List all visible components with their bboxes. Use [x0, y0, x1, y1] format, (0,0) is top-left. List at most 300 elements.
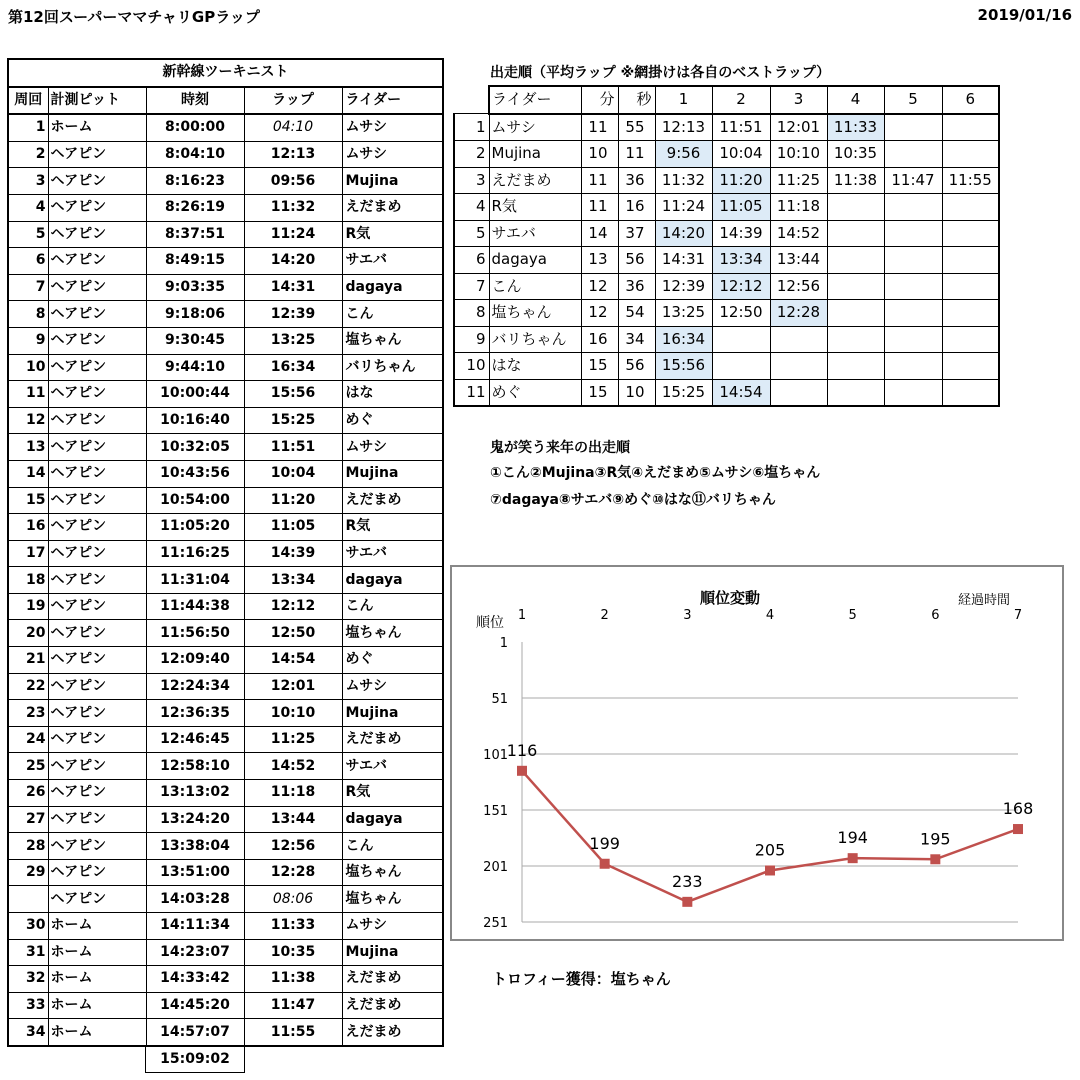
lap-time: 10:10 [244, 700, 342, 727]
lap-cell [942, 353, 999, 380]
lap-cell: 16:34 [655, 326, 712, 353]
lap-cell [884, 273, 942, 300]
pit: ホーム [48, 913, 146, 940]
rider: サエバ [342, 248, 443, 275]
pit: ヘアピン [48, 833, 146, 860]
lap-number: 7 [8, 274, 48, 301]
pit: ヘアピン [48, 407, 146, 434]
lap-cell [770, 379, 827, 406]
data-label: 205 [754, 840, 786, 860]
y-tick-label: 251 [483, 916, 508, 931]
time: 10:16:40 [146, 407, 244, 434]
col-header-lap-no: 周回 [8, 87, 48, 115]
document-date: 2019/01/16 [977, 6, 1072, 24]
col-header-pit: 計測ピット [48, 87, 146, 115]
rider: えだまめ [342, 1019, 443, 1046]
rider: R気 [342, 514, 443, 541]
lap-time: 12:39 [244, 301, 342, 328]
pit: ヘアピン [48, 859, 146, 886]
table-row [8, 992, 443, 1019]
table-row [8, 939, 443, 966]
avg-minutes: 13 [581, 247, 618, 274]
rider: こん [342, 833, 443, 860]
data-point [930, 854, 940, 864]
y-tick-label: 101 [483, 748, 508, 763]
lap-number: 20 [8, 620, 48, 647]
time: 8:04:10 [146, 141, 244, 168]
pit: ヘアピン [48, 460, 146, 487]
avg-seconds: 10 [618, 379, 655, 406]
rider: R気 [342, 780, 443, 807]
lap-cell [884, 141, 942, 168]
time: 12:24:34 [146, 673, 244, 700]
rider-name: R気 [489, 194, 581, 221]
time: 8:16:23 [146, 168, 244, 195]
lap-time: 16:34 [244, 354, 342, 381]
lap-cell: 12:50 [712, 300, 770, 327]
rider: 塩ちゃん [342, 859, 443, 886]
time: 11:31:04 [146, 567, 244, 594]
lap-number: 33 [8, 992, 48, 1019]
chart-x-axis-label: 経過時間 [957, 593, 1011, 608]
lap-number: 26 [8, 780, 48, 807]
avg-seconds: 37 [618, 220, 655, 247]
lap-time: 12:12 [244, 593, 342, 620]
time: 10:32:05 [146, 434, 244, 461]
table-row [8, 780, 443, 807]
table-row [8, 700, 443, 727]
table-row [8, 567, 443, 594]
lap-time: 11:32 [244, 194, 342, 221]
time: 13:13:02 [146, 780, 244, 807]
data-point [1013, 824, 1023, 834]
lap-time: 10:35 [244, 939, 342, 966]
rider: ムサシ [342, 913, 443, 940]
pit: ヘアピン [48, 221, 146, 248]
lap-number: 19 [8, 593, 48, 620]
order-number: 8 [454, 300, 489, 327]
order-number: 3 [454, 167, 489, 194]
time: 14:23:07 [146, 939, 244, 966]
table-row [454, 220, 999, 247]
lap-number: 22 [8, 673, 48, 700]
pit: ヘアピン [48, 540, 146, 567]
lap-cell [712, 326, 770, 353]
pit: ヘアピン [48, 567, 146, 594]
rider-name: ムサシ [489, 114, 581, 141]
time: 8:26:19 [146, 194, 244, 221]
data-point [682, 897, 692, 907]
table-row [8, 301, 443, 328]
lap-time: 11:24 [244, 221, 342, 248]
lap-cell: 12:56 [770, 273, 827, 300]
table-row [454, 300, 999, 327]
lap-cell: 11:25 [770, 167, 827, 194]
lap-time: 14:52 [244, 753, 342, 780]
time: 11:44:38 [146, 593, 244, 620]
trophy-winner: トロフィー獲得：塩ちゃん [492, 970, 671, 988]
table-row [454, 379, 999, 406]
col-header-lap-6: 6 [942, 86, 999, 114]
avg-seconds: 56 [618, 247, 655, 274]
time: 10:00:44 [146, 381, 244, 408]
pit: ヘアピン [48, 726, 146, 753]
lap-cell: 14:54 [712, 379, 770, 406]
avg-minutes: 12 [581, 273, 618, 300]
lap-time: 12:13 [244, 141, 342, 168]
rank-change-chart [450, 565, 1064, 941]
pit: ヘアピン [48, 274, 146, 301]
y-tick-label: 51 [491, 692, 508, 707]
table-row [8, 966, 443, 993]
rider: サエバ [342, 753, 443, 780]
lap-number: 1 [8, 114, 48, 141]
avg-seconds: 36 [618, 273, 655, 300]
rider-name: めぐ [489, 379, 581, 406]
lap-number: 12 [8, 407, 48, 434]
lap-number: 11 [8, 381, 48, 408]
pit-lap-table [7, 58, 444, 1047]
lap-time: 14:54 [244, 647, 342, 674]
pit: ヘアピン [48, 780, 146, 807]
lap-time: 14:39 [244, 540, 342, 567]
avg-minutes: 11 [581, 194, 618, 221]
lap-cell: 11:05 [712, 194, 770, 221]
lap-cell: 10:35 [827, 141, 884, 168]
table-row [454, 326, 999, 353]
col-header-min: 分 [581, 86, 618, 114]
rider-name: dagaya [489, 247, 581, 274]
lap-cell [827, 300, 884, 327]
rider: こん [342, 301, 443, 328]
lap-number: 30 [8, 913, 48, 940]
rider-order-table [453, 85, 1000, 407]
lap-cell [712, 353, 770, 380]
pit: ホーム [48, 992, 146, 1019]
lap-cell [827, 247, 884, 274]
order-number: 9 [454, 326, 489, 353]
table-row [8, 593, 443, 620]
lap-time: 12:50 [244, 620, 342, 647]
lap-time: 12:56 [244, 833, 342, 860]
lap-time: 14:20 [244, 248, 342, 275]
pit: ヘアピン [48, 673, 146, 700]
lap-time: 11:38 [244, 966, 342, 993]
pit: ホーム [48, 114, 146, 141]
table-row [8, 913, 443, 940]
rider-name: はな [489, 353, 581, 380]
lap-time: 09:56 [244, 168, 342, 195]
rider: 塩ちゃん [342, 327, 443, 354]
rider: サエバ [342, 540, 443, 567]
lap-time: 04:10 [244, 114, 342, 141]
rider: R気 [342, 221, 443, 248]
time: 9:18:06 [146, 301, 244, 328]
rider: めぐ [342, 407, 443, 434]
pit: ヘアピン [48, 487, 146, 514]
x-tick-label: 1 [517, 608, 527, 623]
table-row [8, 434, 443, 461]
x-tick-label: 3 [683, 608, 692, 623]
time: 9:30:45 [146, 327, 244, 354]
time: 11:05:20 [146, 514, 244, 541]
rider-name: バリちゃん [489, 326, 581, 353]
lap-cell: 11:20 [712, 167, 770, 194]
time: 12:09:40 [146, 647, 244, 674]
col-header-rider: ライダー [489, 86, 581, 114]
table-row [8, 407, 443, 434]
lap-cell [770, 353, 827, 380]
lap-cell [827, 326, 884, 353]
time: 14:45:20 [146, 992, 244, 1019]
lap-time: 15:25 [244, 407, 342, 434]
pit: ヘアピン [48, 434, 146, 461]
time: 13:38:04 [146, 833, 244, 860]
lap-number: 24 [8, 726, 48, 753]
lap-cell [884, 220, 942, 247]
lap-cell: 12:39 [655, 273, 712, 300]
lap-cell [942, 300, 999, 327]
team-name: 新幹線ツーキニスト [8, 59, 443, 87]
avg-minutes: 12 [581, 300, 618, 327]
rider: Mujina [342, 939, 443, 966]
time: 8:49:15 [146, 248, 244, 275]
lap-cell: 13:25 [655, 300, 712, 327]
rider: えだまめ [342, 992, 443, 1019]
lap-cell [884, 114, 942, 141]
lap-time: 11:18 [244, 780, 342, 807]
pit: ヘアピン [48, 647, 146, 674]
lap-cell: 11:18 [770, 194, 827, 221]
time: 10:54:00 [146, 487, 244, 514]
lap-number: 25 [8, 753, 48, 780]
data-label: 195 [920, 829, 951, 849]
rider: えだまめ [342, 487, 443, 514]
table-row [8, 726, 443, 753]
x-tick-label: 7 [1013, 608, 1023, 623]
lap-number: 3 [8, 168, 48, 195]
table-row [454, 353, 999, 380]
data-point [765, 865, 775, 875]
rider: はな [342, 381, 443, 408]
avg-minutes: 14 [581, 220, 618, 247]
lap-cell [827, 273, 884, 300]
rider: dagaya [342, 567, 443, 594]
lap-cell: 13:44 [770, 247, 827, 274]
rider: えだまめ [342, 194, 443, 221]
rider: えだまめ [342, 726, 443, 753]
lap-time: 11:51 [244, 434, 342, 461]
pit: ヘアピン [48, 194, 146, 221]
order-number: 10 [454, 353, 489, 380]
rider: ムサシ [342, 114, 443, 141]
lap-cell: 14:52 [770, 220, 827, 247]
rider: 塩ちゃん [342, 620, 443, 647]
lap-time: 11:33 [244, 913, 342, 940]
order-number: 7 [454, 273, 489, 300]
pit: ヘアピン [48, 141, 146, 168]
data-label: 116 [506, 740, 538, 760]
table-row [8, 327, 443, 354]
table-row [8, 886, 443, 913]
pit: ヘアピン [48, 248, 146, 275]
x-tick-label: 6 [931, 608, 940, 623]
lap-cell [827, 220, 884, 247]
col-header-time: 時刻 [146, 87, 244, 115]
table-row [454, 273, 999, 300]
data-point [848, 853, 858, 863]
final-time: 15:09:02 [145, 1046, 245, 1073]
avg-minutes: 16 [581, 326, 618, 353]
lap-time: 11:55 [244, 1019, 342, 1046]
lap-cell [942, 194, 999, 221]
avg-seconds: 11 [618, 141, 655, 168]
chart-title: 順位変動 [699, 589, 761, 607]
rider-name: 塩ちゃん [489, 300, 581, 327]
rider: えだまめ [342, 966, 443, 993]
lap-number [8, 886, 48, 913]
lap-cell [884, 247, 942, 274]
lap-cell: 11:33 [827, 114, 884, 141]
lap-number: 18 [8, 567, 48, 594]
lap-cell: 12:01 [770, 114, 827, 141]
lap-cell [942, 273, 999, 300]
time: 14:33:42 [146, 966, 244, 993]
lap-cell: 14:39 [712, 220, 770, 247]
pit: ヘアピン [48, 593, 146, 620]
pit: ヘアピン [48, 381, 146, 408]
table-row [8, 194, 443, 221]
rider: Mujina [342, 700, 443, 727]
col-header-rider: ライダー [342, 87, 443, 115]
lap-number: 16 [8, 514, 48, 541]
rider: 塩ちゃん [342, 886, 443, 913]
table-row [8, 114, 443, 141]
lap-cell [827, 353, 884, 380]
lap-number: 6 [8, 248, 48, 275]
rider: こん [342, 593, 443, 620]
lap-number: 23 [8, 700, 48, 727]
lap-time: 11:05 [244, 514, 342, 541]
lap-time: 11:47 [244, 992, 342, 1019]
lap-cell [942, 379, 999, 406]
lap-number: 34 [8, 1019, 48, 1046]
col-header-lap: ラップ [244, 87, 342, 115]
lap-cell [884, 353, 942, 380]
time: 9:44:10 [146, 354, 244, 381]
lap-number: 13 [8, 434, 48, 461]
lap-cell [884, 326, 942, 353]
avg-minutes: 11 [581, 167, 618, 194]
lap-number: 14 [8, 460, 48, 487]
lap-number: 5 [8, 221, 48, 248]
lap-cell: 10:04 [712, 141, 770, 168]
pit: ホーム [48, 966, 146, 993]
table-row [8, 168, 443, 195]
lap-time: 11:20 [244, 487, 342, 514]
avg-minutes: 11 [581, 114, 618, 141]
pit: ヘアピン [48, 886, 146, 913]
lap-cell: 11:24 [655, 194, 712, 221]
col-header-sec: 秒 [618, 86, 655, 114]
lap-time: 15:56 [244, 381, 342, 408]
pit: ヘアピン [48, 327, 146, 354]
lap-number: 4 [8, 194, 48, 221]
x-tick-label: 5 [848, 608, 857, 623]
table-row [454, 194, 999, 221]
rider: ムサシ [342, 434, 443, 461]
rider: バリちゃん [342, 354, 443, 381]
lap-cell [884, 194, 942, 221]
table-row [8, 1019, 443, 1046]
lap-cell: 11:51 [712, 114, 770, 141]
order-number: 4 [454, 194, 489, 221]
pit: ヘアピン [48, 168, 146, 195]
col-header-lap-1: 1 [655, 86, 712, 114]
order-number: 2 [454, 141, 489, 168]
table-row [8, 514, 443, 541]
rank-chart-svg [452, 567, 1062, 939]
lap-time: 08:06 [244, 886, 342, 913]
rider: dagaya [342, 274, 443, 301]
rider: ムサシ [342, 141, 443, 168]
data-label: 168 [1002, 799, 1034, 819]
data-label: 233 [672, 871, 703, 891]
time: 14:11:34 [146, 913, 244, 940]
lap-cell: 10:10 [770, 141, 827, 168]
time: 8:37:51 [146, 221, 244, 248]
lap-cell: 15:25 [655, 379, 712, 406]
data-point [517, 766, 527, 776]
time: 8:00:00 [146, 114, 244, 141]
rider-name: Mujina [489, 141, 581, 168]
time: 11:56:50 [146, 620, 244, 647]
avg-minutes: 10 [581, 141, 618, 168]
lap-time: 13:34 [244, 567, 342, 594]
time: 11:16:25 [146, 540, 244, 567]
rider: Mujina [342, 168, 443, 195]
lap-cell: 11:32 [655, 167, 712, 194]
table-row [8, 647, 443, 674]
lap-cell [884, 300, 942, 327]
lap-cell: 12:28 [770, 300, 827, 327]
lap-number: 27 [8, 806, 48, 833]
table-row [454, 247, 999, 274]
order-number: 1 [454, 114, 489, 141]
time: 10:43:56 [146, 460, 244, 487]
table-row [8, 806, 443, 833]
y-tick-label: 1 [499, 636, 508, 651]
pit: ホーム [48, 1019, 146, 1046]
lap-cell: 14:31 [655, 247, 712, 274]
time: 14:03:28 [146, 886, 244, 913]
lap-cell [942, 326, 999, 353]
lap-cell [942, 220, 999, 247]
x-tick-label: 2 [600, 608, 609, 623]
lap-cell [942, 114, 999, 141]
lap-number: 32 [8, 966, 48, 993]
lap-number: 31 [8, 939, 48, 966]
lap-number: 28 [8, 833, 48, 860]
table-row [8, 487, 443, 514]
table-row [454, 141, 999, 168]
pit: ヘアピン [48, 700, 146, 727]
avg-minutes: 15 [581, 379, 618, 406]
lap-number: 9 [8, 327, 48, 354]
col-header-lap-3: 3 [770, 86, 827, 114]
lap-time: 14:31 [244, 274, 342, 301]
lap-cell [884, 379, 942, 406]
